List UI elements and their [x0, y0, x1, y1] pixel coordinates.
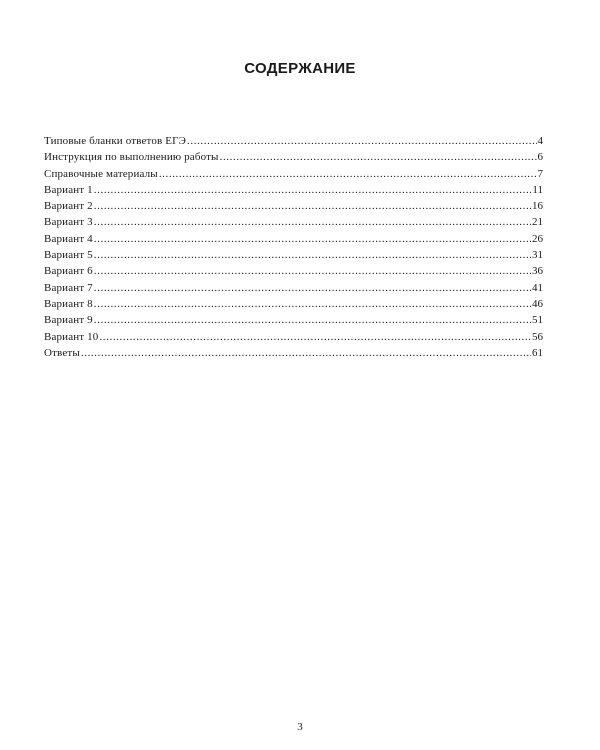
toc-entry-label: Вариант 3 [44, 216, 93, 229]
toc-dot-leader [94, 198, 531, 214]
toc-dot-leader [187, 133, 536, 149]
toc-dot-leader [94, 263, 531, 279]
toc-entry[interactable] [44, 345, 543, 361]
toc-entry-label: Вариант 1 [44, 183, 93, 196]
toc-entry[interactable] [44, 166, 543, 182]
toc-entry[interactable] [44, 198, 543, 214]
toc-entry-label: Вариант 2 [44, 200, 93, 213]
toc-entry-label: Вариант 9 [44, 314, 93, 327]
toc-entry[interactable] [44, 149, 543, 165]
toc-entry-page: 7 [537, 167, 543, 180]
toc-entry[interactable] [44, 329, 543, 345]
toc-entry-label: Вариант 6 [44, 265, 93, 278]
toc-dot-leader [94, 182, 532, 198]
toc-dot-leader [94, 280, 531, 296]
toc-entry-label: Вариант 10 [44, 330, 99, 343]
toc-dot-leader [99, 329, 531, 345]
toc-entry-label: Вариант 8 [44, 297, 93, 310]
toc-entry-label: Вариант 7 [44, 281, 93, 294]
toc-entry[interactable] [44, 263, 543, 279]
toc-entry-label: Вариант 5 [44, 249, 93, 262]
toc-entry[interactable] [44, 280, 543, 296]
toc-entry-page: 11 [532, 183, 543, 196]
toc-entry-page: 56 [532, 330, 543, 343]
toc-entry-page: 16 [532, 200, 543, 213]
toc-entry-page: 21 [532, 216, 543, 229]
toc-entry[interactable] [44, 214, 543, 230]
toc-entry[interactable] [44, 133, 543, 149]
toc-dot-leader [94, 296, 531, 312]
toc-dot-leader [220, 149, 537, 165]
toc-entry[interactable] [44, 231, 543, 247]
toc-dot-leader [94, 214, 531, 230]
toc-entry[interactable] [44, 247, 543, 263]
toc-entry[interactable] [44, 182, 543, 198]
toc-entry-label: Вариант 4 [44, 232, 93, 245]
toc-dot-leader [81, 345, 531, 361]
toc-entry-page: 6 [537, 151, 543, 164]
toc-entry-label: Справочные материалы [44, 167, 158, 180]
toc-entry[interactable] [44, 296, 543, 312]
toc-dot-leader [159, 166, 537, 182]
toc-entry-page: 51 [532, 314, 543, 327]
toc-entry-page: 61 [532, 346, 543, 359]
toc-entry-label: Типовые бланки ответов ЕГЭ [44, 135, 187, 147]
toc-entry[interactable] [44, 312, 543, 328]
toc-entry-page: 4 [537, 135, 543, 147]
toc-entry-page: 31 [532, 249, 543, 262]
toc-dot-leader [94, 231, 531, 247]
toc-entry-page: 41 [532, 281, 543, 294]
table-of-contents [44, 133, 543, 361]
page-title: СОДЕРЖАНИЕ [244, 60, 356, 77]
toc-entry-page: 26 [532, 232, 543, 245]
toc-entry-page: 46 [532, 297, 543, 310]
toc-entry-page: 36 [532, 265, 543, 278]
toc-dot-leader [94, 247, 531, 263]
toc-entry-label: Ответы [44, 346, 80, 359]
toc-dot-leader [94, 312, 531, 328]
page-number: 3 [297, 721, 303, 733]
toc-entry-label: Инструкция по выполнению работы [44, 151, 219, 164]
